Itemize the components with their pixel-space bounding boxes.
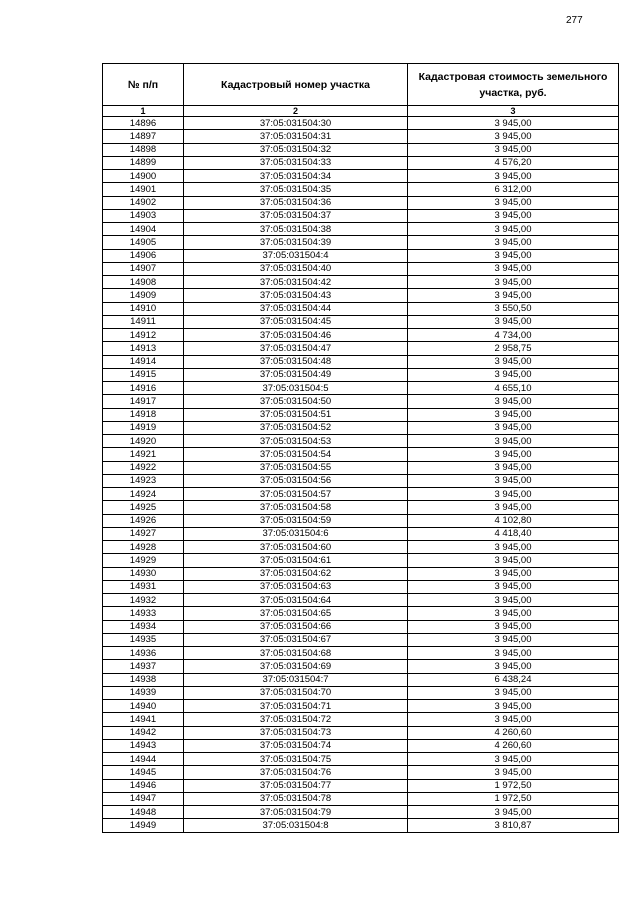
table-row <box>103 527 619 540</box>
cadastral-value-cell: 3 945,00 <box>408 806 619 819</box>
table-row <box>103 620 619 633</box>
table-row <box>103 329 619 342</box>
cadastral-value-cell: 3 945,00 <box>408 315 619 328</box>
table-row <box>103 766 619 779</box>
cadastral-value-cell: 3 945,00 <box>408 713 619 726</box>
table-row <box>103 819 619 832</box>
table-row <box>103 448 619 461</box>
table-row <box>103 474 619 487</box>
row-number-cell: 14945 <box>103 766 184 779</box>
row-number-cell: 14926 <box>103 514 184 527</box>
cadastral-number-cell: 37:05:031504:43 <box>184 289 408 302</box>
column-number-3: 3 <box>408 106 619 117</box>
table-row <box>103 726 619 739</box>
cadastral-number-cell: 37:05:031504:39 <box>184 236 408 249</box>
cadastral-value-cell: 4 260,60 <box>408 739 619 752</box>
table-row <box>103 501 619 514</box>
table-row <box>103 633 619 646</box>
table-row <box>103 395 619 408</box>
cadastral-number-cell: 37:05:031504:45 <box>184 315 408 328</box>
row-number-cell: 14905 <box>103 236 184 249</box>
cadastral-number-cell: 37:05:031504:5 <box>184 382 408 395</box>
cadastral-number-cell: 37:05:031504:52 <box>184 421 408 434</box>
cadastral-value-cell: 3 945,00 <box>408 262 619 275</box>
row-number-cell: 14899 <box>103 156 184 169</box>
table-row <box>103 289 619 302</box>
cadastral-value-cell: 3 945,00 <box>408 554 619 567</box>
table-row <box>103 647 619 660</box>
cadastral-number-cell: 37:05:031504:58 <box>184 501 408 514</box>
cadastral-number-cell: 37:05:031504:78 <box>184 792 408 805</box>
cadastral-number-cell: 37:05:031504:67 <box>184 633 408 646</box>
table-row <box>103 236 619 249</box>
cadastral-value-cell: 3 945,00 <box>408 421 619 434</box>
row-number-cell: 14923 <box>103 474 184 487</box>
cadastral-value-cell: 3 945,00 <box>408 435 619 448</box>
cadastral-value-cell: 3 945,00 <box>408 567 619 580</box>
cadastral-number-cell: 37:05:031504:61 <box>184 554 408 567</box>
table-row <box>103 753 619 766</box>
cadastral-number-cell: 37:05:031504:32 <box>184 143 408 156</box>
cadastral-number-cell: 37:05:031504:66 <box>184 620 408 633</box>
cadastral-number-cell: 37:05:031504:57 <box>184 488 408 501</box>
cadastral-number-cell: 37:05:031504:8 <box>184 819 408 832</box>
table-row <box>103 223 619 236</box>
row-number-cell: 14944 <box>103 753 184 766</box>
row-number-cell: 14916 <box>103 382 184 395</box>
cadastral-value-cell: 3 945,00 <box>408 209 619 222</box>
cadastral-number-cell: 37:05:031504:34 <box>184 170 408 183</box>
row-number-cell: 14897 <box>103 130 184 143</box>
row-number-cell: 14912 <box>103 329 184 342</box>
cadastral-value-cell: 2 958,75 <box>408 342 619 355</box>
table-row <box>103 276 619 289</box>
cadastral-number-cell: 37:05:031504:75 <box>184 753 408 766</box>
cadastral-value-cell: 3 945,00 <box>408 448 619 461</box>
row-number-cell: 14928 <box>103 541 184 554</box>
cadastral-value-cell: 1 972,50 <box>408 792 619 805</box>
header-number: № п/п <box>103 64 184 106</box>
cadastral-value-cell: 1 972,50 <box>408 779 619 792</box>
row-number-cell: 14910 <box>103 302 184 315</box>
cadastral-value-cell: 3 945,00 <box>408 249 619 262</box>
table-row <box>103 302 619 315</box>
cadastral-number-cell: 37:05:031504:42 <box>184 276 408 289</box>
row-number-cell: 14919 <box>103 421 184 434</box>
row-number-cell: 14921 <box>103 448 184 461</box>
table-row <box>103 368 619 381</box>
table-row <box>103 117 619 130</box>
row-number-cell: 14936 <box>103 647 184 660</box>
row-number-cell: 14931 <box>103 580 184 593</box>
row-number-cell: 14900 <box>103 170 184 183</box>
cadastral-value-table <box>102 63 619 833</box>
cadastral-number-cell: 37:05:031504:44 <box>184 302 408 315</box>
row-number-cell: 14949 <box>103 819 184 832</box>
cadastral-number-cell: 37:05:031504:48 <box>184 355 408 368</box>
cadastral-value-cell: 3 945,00 <box>408 474 619 487</box>
cadastral-value-cell: 3 810,87 <box>408 819 619 832</box>
row-number-cell: 14947 <box>103 792 184 805</box>
cadastral-value-cell: 4 260,60 <box>408 726 619 739</box>
table-row <box>103 567 619 580</box>
cadastral-number-cell: 37:05:031504:70 <box>184 686 408 699</box>
row-number-cell: 14915 <box>103 368 184 381</box>
row-number-cell: 14930 <box>103 567 184 580</box>
column-number-row <box>103 106 619 117</box>
cadastral-number-cell: 37:05:031504:35 <box>184 183 408 196</box>
cadastral-value-cell: 3 945,00 <box>408 580 619 593</box>
table-row <box>103 262 619 275</box>
row-number-cell: 14911 <box>103 315 184 328</box>
cadastral-number-cell: 37:05:031504:54 <box>184 448 408 461</box>
row-number-cell: 14901 <box>103 183 184 196</box>
table-row <box>103 408 619 421</box>
header-row <box>103 64 619 106</box>
cadastral-value-cell: 3 945,00 <box>408 117 619 130</box>
cadastral-value-cell: 4 576,20 <box>408 156 619 169</box>
row-number-cell: 14940 <box>103 700 184 713</box>
cadastral-value-cell: 4 102,80 <box>408 514 619 527</box>
row-number-cell: 14908 <box>103 276 184 289</box>
table-row <box>103 660 619 673</box>
cadastral-number-cell: 37:05:031504:69 <box>184 660 408 673</box>
row-number-cell: 14939 <box>103 686 184 699</box>
cadastral-value-cell: 3 945,00 <box>408 143 619 156</box>
cadastral-number-cell: 37:05:031504:31 <box>184 130 408 143</box>
cadastral-value-cell: 3 945,00 <box>408 236 619 249</box>
cadastral-number-cell: 37:05:031504:65 <box>184 607 408 620</box>
cadastral-value-cell: 3 945,00 <box>408 355 619 368</box>
header-cadastral-value: Кадастровая стоимость земельного участка, руб. <box>408 64 619 106</box>
cadastral-value-cell: 3 945,00 <box>408 276 619 289</box>
table-row <box>103 779 619 792</box>
cadastral-value-cell: 3 945,00 <box>408 660 619 673</box>
table-row <box>103 170 619 183</box>
cadastral-value-cell: 3 945,00 <box>408 620 619 633</box>
row-number-cell: 14935 <box>103 633 184 646</box>
row-number-cell: 14896 <box>103 117 184 130</box>
table-row <box>103 792 619 805</box>
cadastral-value-cell: 3 945,00 <box>408 766 619 779</box>
row-number-cell: 14898 <box>103 143 184 156</box>
cadastral-number-cell: 37:05:031504:46 <box>184 329 408 342</box>
table-row <box>103 713 619 726</box>
row-number-cell: 14941 <box>103 713 184 726</box>
row-number-cell: 14924 <box>103 488 184 501</box>
table-row <box>103 594 619 607</box>
cadastral-value-cell: 4 655,10 <box>408 382 619 395</box>
row-number-cell: 14938 <box>103 673 184 686</box>
table-row <box>103 130 619 143</box>
row-number-cell: 14917 <box>103 395 184 408</box>
table-row <box>103 249 619 262</box>
table-row <box>103 196 619 209</box>
cadastral-value-cell: 3 945,00 <box>408 408 619 421</box>
row-number-cell: 14913 <box>103 342 184 355</box>
cadastral-number-cell: 37:05:031504:56 <box>184 474 408 487</box>
cadastral-value-cell: 3 945,00 <box>408 223 619 236</box>
cadastral-value-cell: 3 945,00 <box>408 130 619 143</box>
cadastral-value-cell: 3 945,00 <box>408 541 619 554</box>
cadastral-number-cell: 37:05:031504:62 <box>184 567 408 580</box>
table-row <box>103 739 619 752</box>
row-number-cell: 14932 <box>103 594 184 607</box>
cadastral-value-cell: 4 418,40 <box>408 527 619 540</box>
cadastral-number-cell: 37:05:031504:74 <box>184 739 408 752</box>
table-row <box>103 342 619 355</box>
row-number-cell: 14925 <box>103 501 184 514</box>
row-number-cell: 14909 <box>103 289 184 302</box>
table-row <box>103 355 619 368</box>
row-number-cell: 14907 <box>103 262 184 275</box>
row-number-cell: 14934 <box>103 620 184 633</box>
cadastral-number-cell: 37:05:031504:7 <box>184 673 408 686</box>
cadastral-number-cell: 37:05:031504:63 <box>184 580 408 593</box>
cadastral-value-cell: 3 945,00 <box>408 647 619 660</box>
cadastral-value-cell: 3 945,00 <box>408 289 619 302</box>
cadastral-value-cell: 3 945,00 <box>408 196 619 209</box>
cadastral-value-cell: 3 945,00 <box>408 501 619 514</box>
cadastral-number-cell: 37:05:031504:60 <box>184 541 408 554</box>
row-number-cell: 14946 <box>103 779 184 792</box>
row-number-cell: 14937 <box>103 660 184 673</box>
cadastral-value-cell: 3 945,00 <box>408 488 619 501</box>
cadastral-number-cell: 37:05:031504:33 <box>184 156 408 169</box>
cadastral-number-cell: 37:05:031504:72 <box>184 713 408 726</box>
cadastral-number-cell: 37:05:031504:30 <box>184 117 408 130</box>
cadastral-number-cell: 37:05:031504:55 <box>184 461 408 474</box>
row-number-cell: 14942 <box>103 726 184 739</box>
table-row <box>103 514 619 527</box>
row-number-cell: 14902 <box>103 196 184 209</box>
cadastral-value-cell: 3 945,00 <box>408 753 619 766</box>
cadastral-number-cell: 37:05:031504:40 <box>184 262 408 275</box>
cadastral-number-cell: 37:05:031504:49 <box>184 368 408 381</box>
cadastral-number-cell: 37:05:031504:73 <box>184 726 408 739</box>
table-row <box>103 156 619 169</box>
cadastral-number-cell: 37:05:031504:6 <box>184 527 408 540</box>
table-row <box>103 461 619 474</box>
table-row <box>103 183 619 196</box>
table-row <box>103 686 619 699</box>
row-number-cell: 14933 <box>103 607 184 620</box>
row-number-cell: 14903 <box>103 209 184 222</box>
column-number-2: 2 <box>184 106 408 117</box>
table-row <box>103 382 619 395</box>
table-body <box>103 117 619 833</box>
row-number-cell: 14918 <box>103 408 184 421</box>
cadastral-number-cell: 37:05:031504:50 <box>184 395 408 408</box>
cadastral-number-cell: 37:05:031504:36 <box>184 196 408 209</box>
cadastral-value-cell: 3 945,00 <box>408 607 619 620</box>
cadastral-value-cell: 3 945,00 <box>408 461 619 474</box>
cadastral-value-cell: 3 945,00 <box>408 170 619 183</box>
cadastral-value-cell: 3 945,00 <box>408 368 619 381</box>
header-cadastral-number: Кадастровый номер участка <box>184 64 408 106</box>
cadastral-number-cell: 37:05:031504:77 <box>184 779 408 792</box>
cadastral-number-cell: 37:05:031504:4 <box>184 249 408 262</box>
row-number-cell: 14922 <box>103 461 184 474</box>
cadastral-number-cell: 37:05:031504:71 <box>184 700 408 713</box>
cadastral-value-cell: 6 438,24 <box>408 673 619 686</box>
row-number-cell: 14943 <box>103 739 184 752</box>
cadastral-value-cell: 3 945,00 <box>408 395 619 408</box>
table-row <box>103 541 619 554</box>
cadastral-number-cell: 37:05:031504:38 <box>184 223 408 236</box>
row-number-cell: 14929 <box>103 554 184 567</box>
cadastral-value-cell: 4 734,00 <box>408 329 619 342</box>
table-row <box>103 488 619 501</box>
page-number: 277 <box>566 15 583 26</box>
row-number-cell: 14914 <box>103 355 184 368</box>
table-row <box>103 700 619 713</box>
cadastral-value-cell: 3 945,00 <box>408 633 619 646</box>
table-row <box>103 143 619 156</box>
table-row <box>103 673 619 686</box>
row-number-cell: 14948 <box>103 806 184 819</box>
table-row <box>103 421 619 434</box>
cadastral-value-cell: 3 945,00 <box>408 594 619 607</box>
table-row <box>103 607 619 620</box>
cadastral-value-cell: 3 550,50 <box>408 302 619 315</box>
table-row <box>103 209 619 222</box>
cadastral-number-cell: 37:05:031504:53 <box>184 435 408 448</box>
cadastral-number-cell: 37:05:031504:68 <box>184 647 408 660</box>
table-row <box>103 435 619 448</box>
cadastral-number-cell: 37:05:031504:37 <box>184 209 408 222</box>
cadastral-number-cell: 37:05:031504:79 <box>184 806 408 819</box>
row-number-cell: 14904 <box>103 223 184 236</box>
cadastral-number-cell: 37:05:031504:59 <box>184 514 408 527</box>
row-number-cell: 14927 <box>103 527 184 540</box>
cadastral-number-cell: 37:05:031504:47 <box>184 342 408 355</box>
table-row <box>103 806 619 819</box>
row-number-cell: 14906 <box>103 249 184 262</box>
table-row <box>103 580 619 593</box>
row-number-cell: 14920 <box>103 435 184 448</box>
column-number-1: 1 <box>103 106 184 117</box>
table-row <box>103 554 619 567</box>
cadastral-value-cell: 6 312,00 <box>408 183 619 196</box>
cadastral-number-cell: 37:05:031504:76 <box>184 766 408 779</box>
cadastral-value-cell: 3 945,00 <box>408 686 619 699</box>
table-row <box>103 315 619 328</box>
cadastral-value-cell: 3 945,00 <box>408 700 619 713</box>
cadastral-number-cell: 37:05:031504:51 <box>184 408 408 421</box>
cadastral-number-cell: 37:05:031504:64 <box>184 594 408 607</box>
